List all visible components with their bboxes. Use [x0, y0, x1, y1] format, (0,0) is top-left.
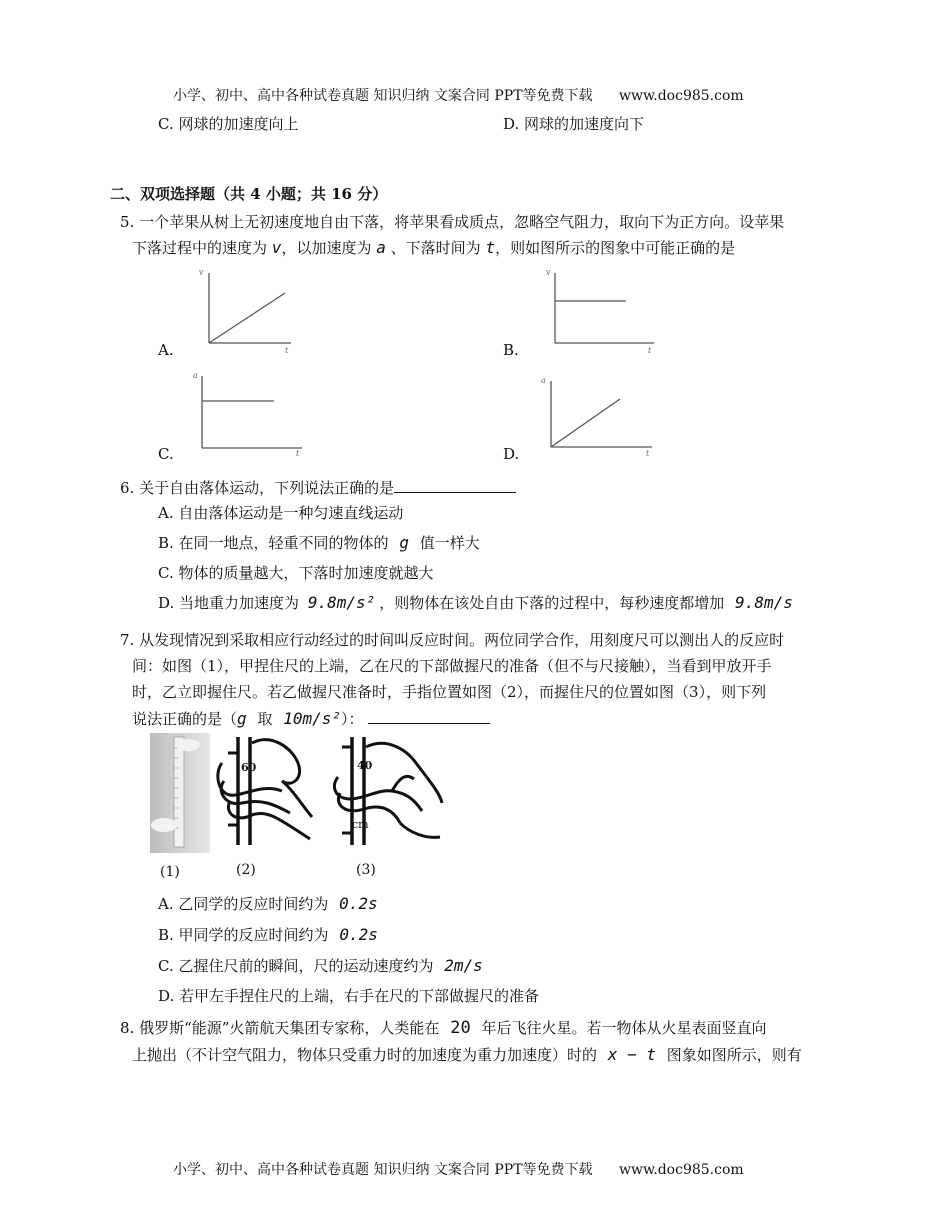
graph-b-xlabel: t	[648, 346, 652, 355]
q7-figure-2-hand	[212, 733, 317, 848]
fig3-unit: cm	[352, 818, 369, 831]
header-text: 小学、初中、高中各种试卷真题 知识归纳 文案合同 PPT等免费下载	[173, 88, 593, 104]
q7-stem-line1: 7. 从发现情况到采取相应行动经过的时间叫反应时间。两位同学合作，用刻度尺可以测出人的反应时	[120, 631, 785, 649]
graph-a	[195, 265, 295, 355]
graph-a-xlabel: t	[285, 346, 289, 355]
graph-d-xlabel: t	[646, 449, 650, 458]
footer-text: 小学、初中、高中各种试卷真题 知识归纳 文案合同 PPT等免费下载	[173, 1162, 593, 1178]
q5-label-b: B.	[503, 341, 519, 359]
q7-option-a: A. 乙同学的反应时间约为 0.2s	[158, 894, 378, 913]
q5-label-d: D.	[503, 445, 520, 463]
graph-a-line	[209, 293, 285, 343]
q7-stem-line2: 间：如图（1），甲捏住尺的上端，乙在尺的下部做握尺的准备（但不与尺接触），当看到甲放开手	[132, 657, 772, 675]
graph-d	[538, 373, 658, 458]
q7-stem-line4: 说法正确的是（g 取 10m/s²）：	[132, 708, 490, 729]
q5-label-c: C.	[158, 445, 174, 463]
q5-stem-line1: 5. 一个苹果从树上无初速度地自由下落，将苹果看成质点，忽略空气阻力，取向下为正方向。设苹果	[120, 213, 785, 231]
graph-c-xlabel: t	[296, 449, 300, 458]
q7-answer-blank[interactable]	[368, 709, 490, 724]
graph-d-line	[551, 399, 620, 447]
q5-stem-line2: 下落过程中的速度为 v，以加速度为 a 、下落时间为 t，则如图所示的图象中可能正确的是	[132, 238, 736, 257]
fig-label-2: (2)	[236, 862, 256, 878]
q7-figure-1-photo	[150, 733, 210, 853]
header-url: www.doc985.com	[618, 88, 744, 104]
q7-option-b: B. 甲同学的反应时间约为 0.2s	[158, 925, 378, 944]
graph-a-ylabel: v	[199, 268, 204, 277]
fig-label-3: (3)	[356, 862, 376, 878]
q8-stem-line1: 8. 俄罗斯“能源”火箭航天集团专家称，人类能在 20 年后飞往火星。若一物体从火星表面竖直向	[120, 1018, 767, 1038]
prev-option-d: D. 网球的加速度向下	[503, 115, 645, 133]
graph-c	[190, 368, 310, 458]
graph-c-ylabel: a	[193, 371, 198, 380]
q6-option-a: A. 自由落体运动是一种匀速直线运动	[158, 504, 404, 522]
q6-answer-blank[interactable]	[394, 478, 516, 493]
q7-stem-line3: 时，乙立即握住尺。若乙做握尺准备时，手指位置如图（2），而握住尺的位置如图（3），则下列	[132, 683, 767, 701]
graph-d-ylabel: a	[541, 376, 546, 385]
footer-url: www.doc985.com	[618, 1162, 744, 1178]
graph-b	[540, 265, 660, 355]
q6-option-b: B. 在同一地点，轻重不同的物体的 g 值一样大	[158, 533, 480, 552]
graph-b-ylabel: v	[546, 268, 551, 277]
fig-label-1: (1)	[160, 864, 180, 880]
fig3-mark: 40	[357, 759, 373, 772]
q8-stem-line2: 上抛出（不计空气阻力，物体只受重力时的加速度为重力加速度）时的 x − t 图象如图所示，则有	[132, 1045, 802, 1064]
q6-stem: 6. 关于自由落体运动，下列说法正确的是	[120, 477, 516, 498]
q7-figure-3-hand	[330, 733, 445, 848]
q6-option-c: C. 物体的质量越大，下落时加速度就越大	[158, 564, 434, 582]
q7-option-d: D. 若甲左手捏住尺的上端，右手在尺的下部做握尺的准备	[158, 987, 540, 1005]
page-header	[173, 85, 744, 105]
page-footer	[173, 1159, 744, 1179]
q5-label-a: A.	[158, 341, 174, 359]
q6-option-d: D. 当地重力加速度为 9.8m/s² ，则物体在该处自由下落的过程中，每秒速度都增加 9.8m/s	[158, 593, 793, 612]
prev-option-c: C. 网球的加速度向上	[158, 115, 299, 133]
q7-option-c: C. 乙握住尺前的瞬间，尺的运动速度约为 2m/s	[158, 956, 483, 975]
section-title: 二、双项选择题（共 4 小题；共 16 分）	[110, 185, 388, 203]
fig2-mark: 60	[241, 761, 257, 774]
